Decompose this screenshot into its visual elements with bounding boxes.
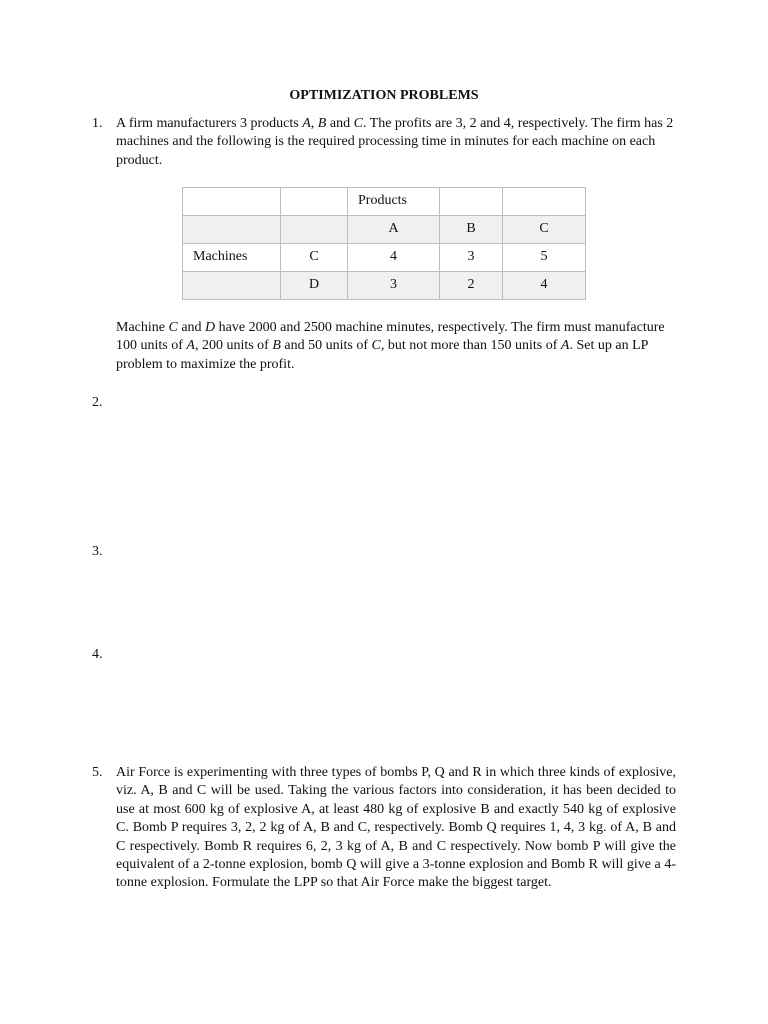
text-run: A firm manufacturers 3 products xyxy=(116,116,303,131)
text-run: and xyxy=(177,320,206,335)
question-5 xyxy=(92,764,676,893)
table-cell xyxy=(281,216,348,244)
italic-variable: C, xyxy=(371,338,385,354)
table-cell: 3 xyxy=(348,272,440,300)
table-cell-products-header: Products xyxy=(348,188,440,216)
table-cell: C xyxy=(503,216,586,244)
text-run: and 50 units of xyxy=(280,338,372,354)
question-number: 2. xyxy=(92,395,103,410)
question-5-text: Air Force is experimenting with three types of bombs P, Q and R in which three kinds of explosive, viz. A, B and C will be used. Taking the various factors into consideration, it has been decided to use at most 600 kg of explosive A, at least 480 kg of explosive B and exactly 540 kg of explosive C. Bomb P requires 3, 2, 2 kg of A, B and C, respectively. Bomb Q requires 1, 4, 3 kg. of A, B and C respectively. Bomb R requires 6, 2, 3 kg of A, B and C respectively. Now bomb P will give the equivalent of a 2-tonne explosion, bomb Q will give a 3-tonne explosion and Bomb R will give a 4-tonne explosion. Formulate the LPP so that Air Force make the biggest target. xyxy=(116,765,676,891)
question-number: 5. xyxy=(92,765,103,780)
question-1 xyxy=(92,115,676,170)
question-1-intro xyxy=(116,115,676,170)
text-run: but not more than 150 units of xyxy=(384,338,561,354)
table-row xyxy=(183,216,586,244)
table-row xyxy=(183,244,586,272)
table-cell: A xyxy=(348,216,440,244)
text-run: . The profits are 3, 2 and 4, respectively. The firm has 2 machines and the following is the required processing time in minutes for each machine on each product. xyxy=(116,116,674,168)
question-number: 3. xyxy=(92,544,103,559)
table-cell xyxy=(183,188,281,216)
text-run: and xyxy=(326,116,354,131)
table-row xyxy=(183,188,586,216)
text-run: 200 units of xyxy=(198,338,273,354)
table-cell xyxy=(440,188,503,216)
table-cell: C xyxy=(281,244,348,272)
italic-variable: A, xyxy=(186,338,199,354)
text-run: have 2000 and 2500 machine minutes, respectively. The firm must manufacture 100 units of xyxy=(116,320,665,354)
italic-variable: C xyxy=(353,116,363,131)
question-number: 1. xyxy=(92,116,103,131)
italic-variable: C xyxy=(168,320,178,335)
table-cell xyxy=(183,216,281,244)
table-cell: B xyxy=(440,216,503,244)
question-1-details xyxy=(116,319,676,374)
table-cell: 3 xyxy=(440,244,503,272)
question-number: 4. xyxy=(92,647,103,662)
processing-time-table xyxy=(182,187,586,300)
table-cell: 4 xyxy=(503,272,586,300)
italic-variable: A xyxy=(560,338,570,354)
italic-variable: B xyxy=(317,116,327,131)
text-run: , xyxy=(310,116,318,131)
table-cell-machines-label: Machines xyxy=(183,244,281,272)
table-row xyxy=(183,272,586,300)
page-title: OPTIMIZATION PROBLEMS xyxy=(289,88,479,103)
table-cell: 2 xyxy=(440,272,503,300)
table-cell: D xyxy=(281,272,348,300)
italic-variable: D xyxy=(205,320,216,335)
italic-variable: A xyxy=(302,116,311,131)
text-run: Machine xyxy=(116,320,169,335)
italic-variable: B xyxy=(272,338,281,354)
table-cell xyxy=(281,188,348,216)
table-cell xyxy=(183,272,281,300)
table-cell: 4 xyxy=(348,244,440,272)
table-cell: 5 xyxy=(503,244,586,272)
text-run: . Set up an LP problem to maximize the profit. xyxy=(116,338,648,372)
table-cell xyxy=(503,188,586,216)
